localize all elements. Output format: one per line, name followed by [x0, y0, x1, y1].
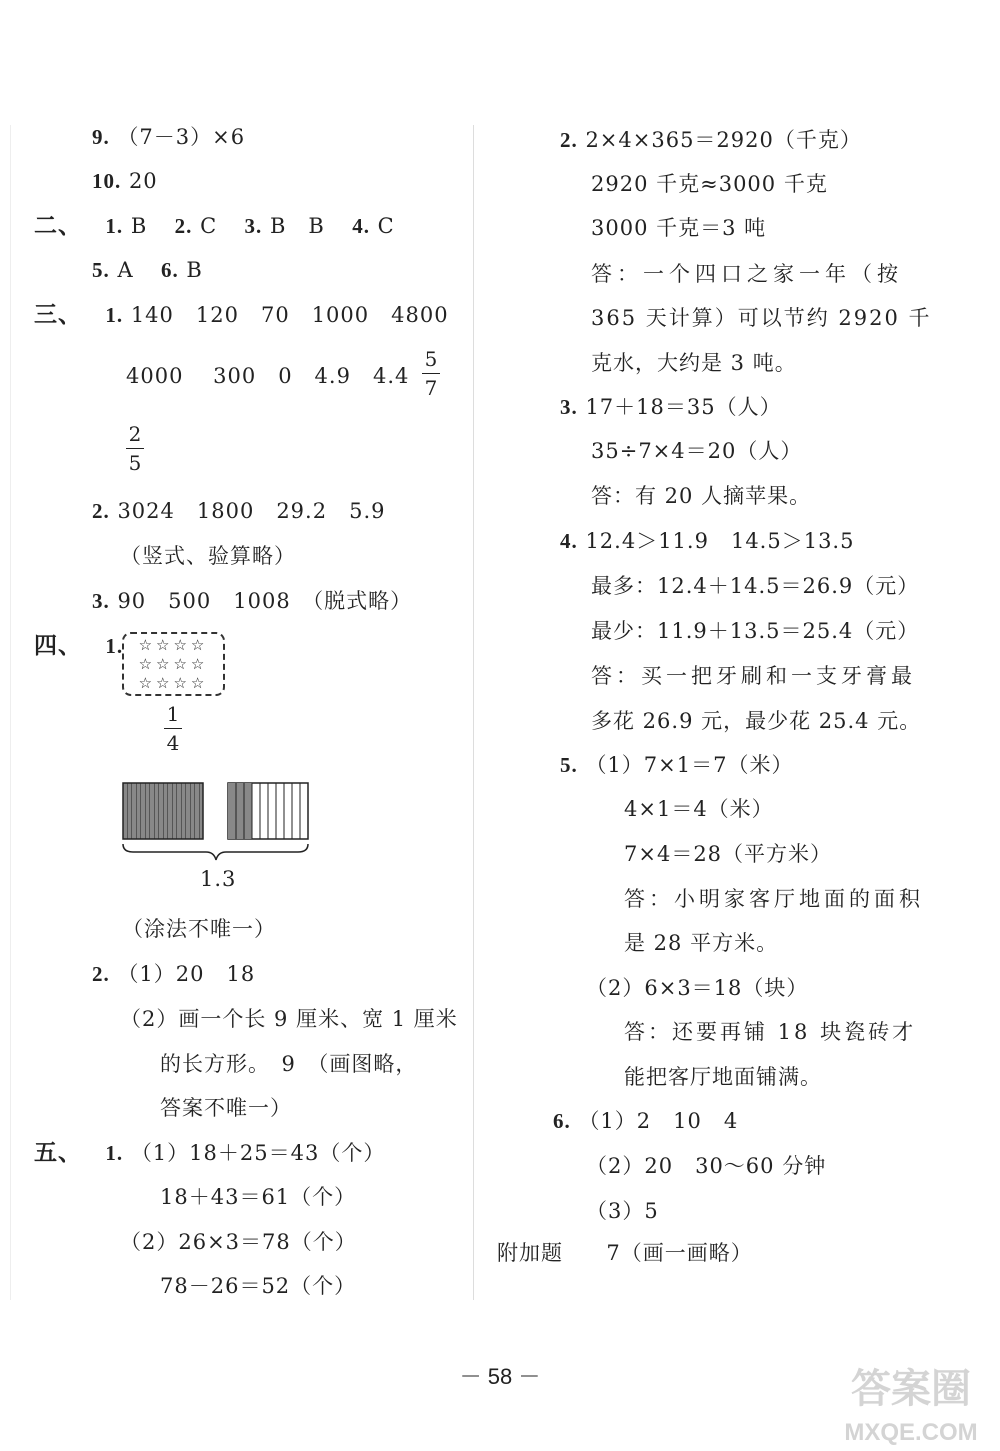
- section-4-q2-p2-line-1: （2）画一个长 9 厘米、宽 1 厘米: [120, 1007, 458, 1031]
- s2-q2-num: 2.: [174, 214, 193, 238]
- fraction-2-5: [126, 422, 144, 475]
- section-3-q2: [92, 498, 385, 524]
- right-q3-l1: [560, 394, 782, 420]
- section-4-q2-p2-line-2: 的长方形。 9 （画图略，: [160, 1052, 418, 1076]
- section-3-label: 三、: [34, 302, 82, 327]
- right-q5-l1-text: （1）7×1＝7（米）: [585, 753, 794, 777]
- section-2-row-2: [92, 257, 203, 283]
- right-q2-l3: 3000 千克＝3 吨: [591, 216, 767, 240]
- section-4-q1-note: （涂法不唯一）: [122, 917, 276, 941]
- right-q2-l1-text: 2×4×365＝2920（千克）: [585, 128, 862, 152]
- fraction-1-4: [164, 702, 182, 755]
- watermark-logo: [836, 1352, 986, 1448]
- right-q4-l1-text: 12.4＞11.9 14.5＞13.5: [585, 529, 855, 553]
- section-5-q1-l3: （2）26×3＝78（个）: [120, 1230, 357, 1254]
- s2-q6-num: 6.: [160, 258, 179, 282]
- section-2-label: 二、: [34, 213, 82, 238]
- s2-q4-answer: C: [377, 214, 395, 238]
- extra-question: [497, 1240, 753, 1266]
- right-q2-l6: 克水，大约是 3 吨。: [591, 351, 797, 375]
- fraction-denominator: 5: [128, 451, 142, 475]
- fraction-5-7: [422, 347, 440, 400]
- right-q4-num: 4.: [560, 529, 578, 553]
- watermark-bottom-text: MXQE.COM: [844, 1419, 978, 1446]
- section-5-q1-l4: 78－26＝52（个）: [160, 1274, 357, 1298]
- right-q3-l3: 答：有 20 人摘苹果。: [591, 484, 812, 508]
- right-q5-l7: 答：还要再铺 18 块瓷砖才: [624, 1020, 917, 1044]
- answer-10-number: 10.: [92, 169, 122, 193]
- s2-q2-answer: C: [200, 214, 218, 238]
- s3-q1-row1: 140 120 70 1000 4800: [130, 303, 449, 327]
- right-q6-l1-text: （1）2 10 4: [578, 1109, 739, 1133]
- s4-q2-p1: （1）20 18: [117, 962, 256, 986]
- section-3-q1-row-2: 4000 300 0 4.9 4.4: [126, 364, 410, 388]
- s2-q4-num: 4.: [352, 214, 370, 238]
- right-q2-l5: 365 天计算）可以节约 2920 千: [591, 306, 932, 330]
- section-5-label: 五、: [34, 1140, 82, 1165]
- section-4-q2-p2-line-3: 答案不唯一）: [160, 1096, 292, 1120]
- answer-9: [92, 124, 245, 150]
- s2-q3-num: 3.: [244, 214, 263, 238]
- right-q5-l1: [560, 752, 793, 778]
- s2-q3-answer: B B: [269, 214, 325, 238]
- page-number: － 58 －: [459, 1364, 541, 1389]
- right-q6-l3: （3）5: [586, 1199, 659, 1223]
- right-q3-l1-text: 17＋18＝35（人）: [585, 395, 782, 419]
- right-q2-l2: 2920 千克≈3000 千克: [591, 172, 828, 196]
- column-divider: [473, 125, 474, 1300]
- s3-q2-text: 3024 1800 29.2 5.9: [117, 499, 386, 523]
- right-q4-l3: 最少：11.9＋13.5＝25.4（元）: [591, 619, 920, 643]
- right-q2-l4: 答：一个四口之家一年（按: [591, 262, 903, 286]
- right-q6-num: 6.: [553, 1109, 571, 1133]
- s3-q3-text: 90 500 1008 （脱式略）: [117, 589, 413, 613]
- right-q3-l2: 35÷7×4＝20（人）: [591, 439, 803, 463]
- fraction-denominator: 4: [166, 731, 180, 755]
- right-q4-l4: 答：买一把牙刷和一支牙膏最: [591, 664, 916, 688]
- star-row: ☆☆☆☆: [138, 655, 209, 673]
- section-2-row-1: [34, 213, 395, 239]
- extra-question-text: 7（画一画略）: [606, 1241, 753, 1265]
- s5-q1-l1: （1）18＋25＝43（个）: [130, 1141, 386, 1165]
- section-3-q2-note: （竖式、验算略）: [120, 544, 296, 568]
- watermark-top-text: 答案圈: [851, 1367, 971, 1411]
- stars-figure: [122, 632, 225, 696]
- s4-q2-num: 2.: [92, 962, 110, 986]
- section-4-q2-p1: [92, 961, 255, 987]
- section-3-q3: [92, 588, 412, 614]
- s3-q3-num: 3.: [92, 589, 110, 613]
- right-q4-l2: 最多：12.4＋14.5＝26.9（元）: [591, 574, 920, 598]
- brace-label: 1.3: [200, 867, 237, 891]
- s2-q5-num: 5.: [92, 258, 110, 282]
- right-q5-l2: 4×1＝4（米）: [624, 797, 774, 821]
- s2-q6-answer: B: [186, 258, 203, 282]
- answer-9-number: 9.: [92, 125, 110, 149]
- bar-fully-shaded: [123, 783, 203, 839]
- star-row: ☆☆☆☆: [138, 674, 209, 692]
- answer-10-text: 20: [128, 169, 158, 193]
- right-q5-l5: 是 28 平方米。: [624, 931, 779, 955]
- section-5-q1-l2: 18＋43＝61（个）: [160, 1185, 357, 1209]
- section-3-q1-row-1: [34, 302, 449, 328]
- fraction-numerator: 5: [424, 347, 438, 371]
- fraction-numerator: 2: [128, 422, 142, 446]
- right-q3-num: 3.: [560, 395, 578, 419]
- fraction-numerator: 1: [166, 702, 180, 726]
- s5-q1-num: 1.: [105, 1141, 124, 1165]
- right-q6-l1: [553, 1108, 738, 1134]
- right-q2-num: 2.: [560, 128, 578, 152]
- right-q4-l1: [560, 528, 854, 554]
- s3-q1-num: 1.: [105, 303, 124, 327]
- fraction-denominator: 7: [424, 376, 438, 400]
- s2-q1-num: 1.: [105, 214, 124, 238]
- right-q4-l5: 多花 26.9 元，最少花 25.4 元。: [591, 709, 922, 733]
- extra-question-label: 附加题: [497, 1241, 563, 1265]
- brace: [123, 844, 308, 860]
- shaded-bars-figure: [118, 780, 318, 866]
- right-q6-l2: （2）20 30～60 分钟: [586, 1154, 827, 1178]
- answer-10: [92, 168, 158, 194]
- left-margin-rule: [10, 125, 11, 1300]
- right-q5-l6: （2）6×3＝18（块）: [586, 976, 809, 1000]
- section-4-label: 四、: [34, 633, 82, 658]
- s3-q2-num: 2.: [92, 499, 110, 523]
- s2-q5-answer: A: [117, 258, 134, 282]
- right-q2-l1: [560, 127, 862, 153]
- right-q5-num: 5.: [560, 753, 578, 777]
- bar-partially-shaded: [228, 783, 308, 839]
- star-row: ☆☆☆☆: [138, 636, 209, 654]
- section-5-q1-l1: [34, 1140, 385, 1166]
- right-q5-l4: 答：小明家客厅地面的面积: [624, 887, 924, 911]
- answer-9-text: （7－3）×6: [117, 125, 246, 149]
- right-q5-l3: 7×4＝28（平方米）: [624, 842, 833, 866]
- right-q5-l8: 能把客厅地面铺满。: [624, 1065, 822, 1089]
- section-4-q1-head: [34, 633, 123, 659]
- s2-q1-answer: B: [130, 214, 148, 238]
- s4-q1-num: 1.: [105, 634, 124, 658]
